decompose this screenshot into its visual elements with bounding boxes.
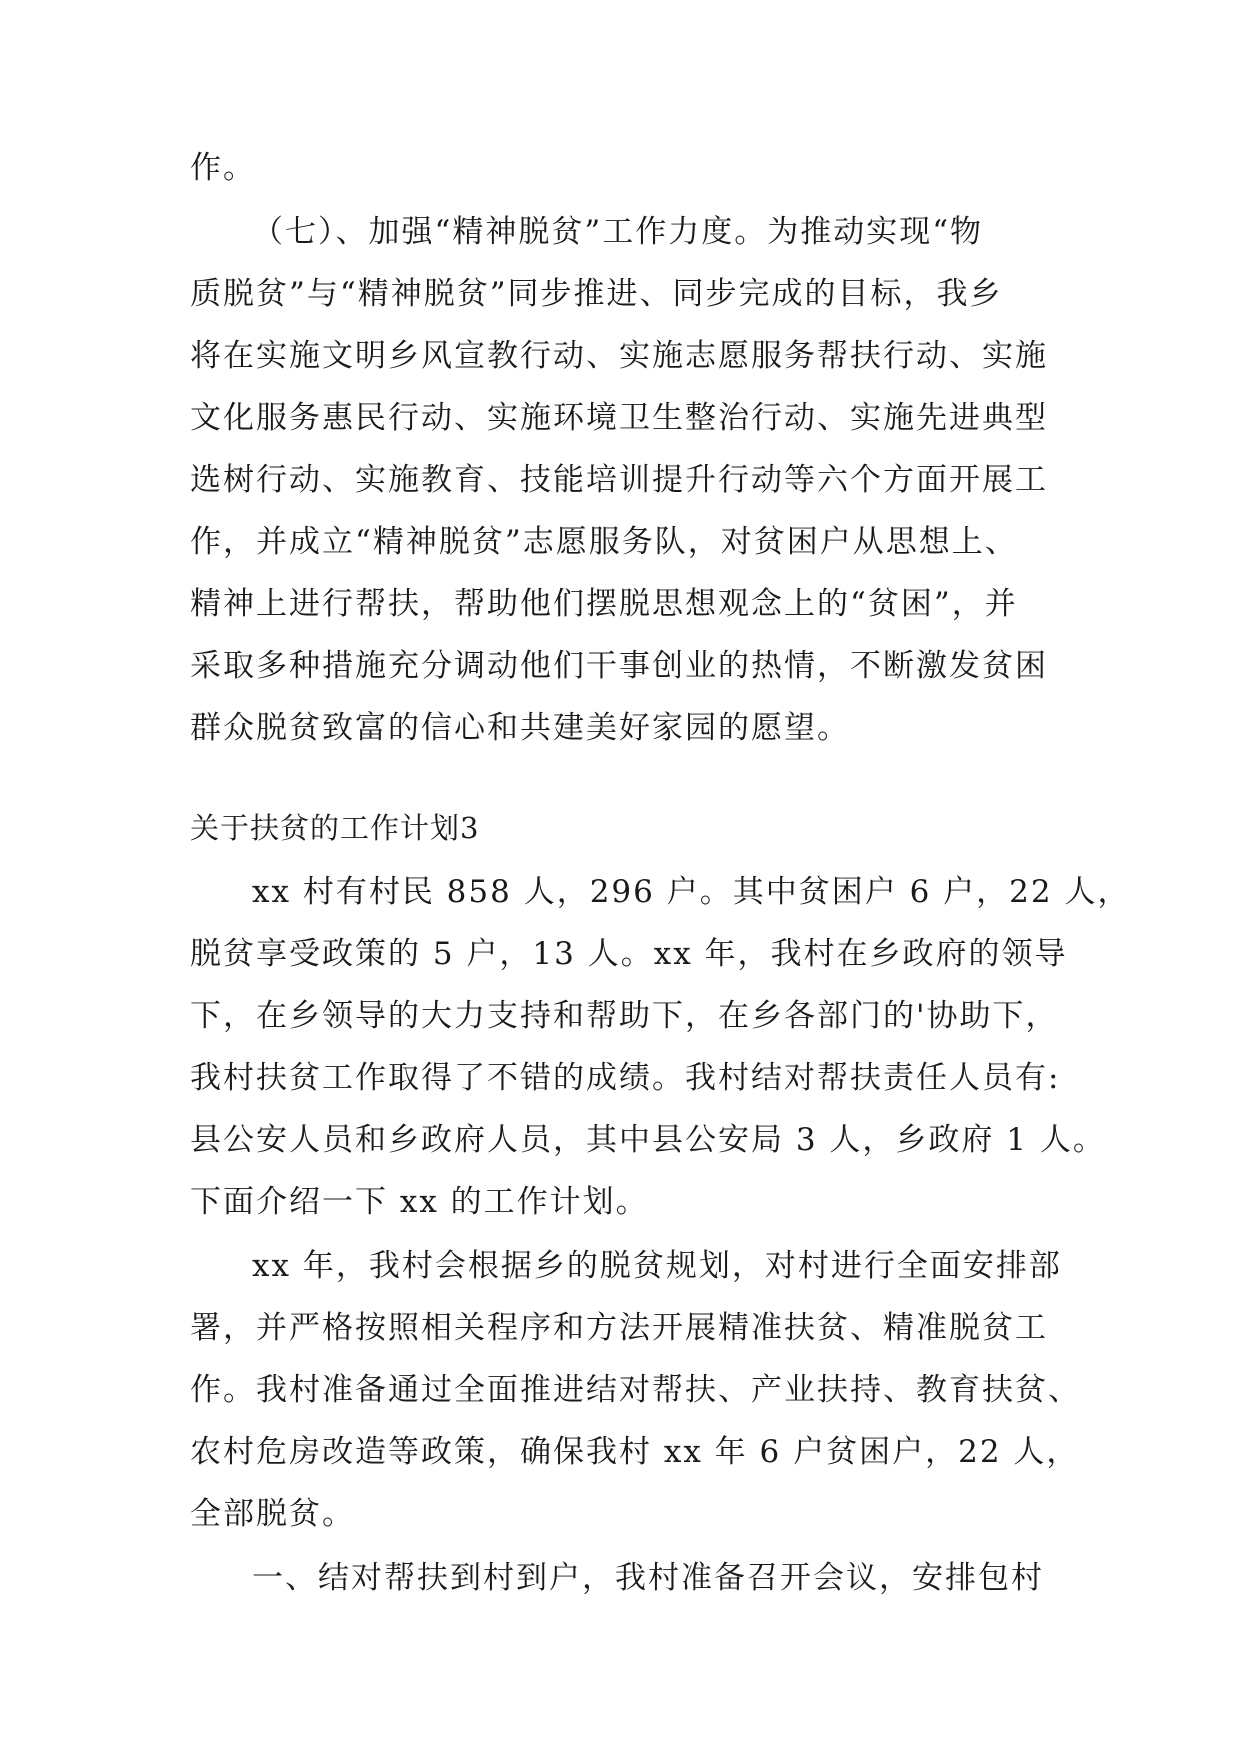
paragraph-line: xx 年，我村会根据乡的脱贫规划，对村进行全面安排部 (252, 1248, 1062, 1284)
paragraph-line: 选树行动、实施教育、技能培训提升行动等六个方面开展工 (190, 462, 1048, 498)
paragraph-line: 农村危房改造等政策，确保我村 xx 年 6 户贫困户，22 人， (190, 1434, 1080, 1470)
paragraph-line: 一、结对帮扶到村到户，我村准备召开会议，安排包村 (252, 1560, 1044, 1596)
paragraph-line: 将在实施文明乡风宣教行动、实施志愿服务帮扶行动、实施 (190, 338, 1048, 374)
paragraph-line: 我村扶贫工作取得了不错的成绩。我村结对帮扶责任人员有: (190, 1060, 1061, 1096)
paragraph-line: 全部脱贫。 (190, 1496, 355, 1532)
paragraph-line: 署，并严格按照相关程序和方法开展精准扶贫、精准脱贫工 (190, 1310, 1048, 1346)
paragraph-line: 作。我村准备通过全面推进结对帮扶、产业扶持、教育扶贫、 (190, 1372, 1081, 1408)
paragraph-line: 下，在乡领导的大力支持和帮助下，在乡各部门的'协助下， (190, 998, 1059, 1034)
paragraph-line: xx 村有村民 858 人，296 户。其中贫困户 6 户，22 人， (252, 874, 1131, 910)
paragraph-line: 采取多种措施充分调动他们干事创业的热情，不断激发贫困 (190, 648, 1048, 684)
paragraph-line: 精神上进行帮扶，帮助他们摆脱思想观念上的“贫困”，并 (190, 586, 1018, 622)
paragraph-line: 文化服务惠民行动、实施环境卫生整治行动、实施先进典型 (190, 400, 1048, 436)
paragraph-line: 作。 (190, 150, 256, 186)
paragraph-line: 县公安人员和乡政府人员，其中县公安局 3 人，乡政府 1 人。 (190, 1122, 1106, 1158)
paragraph-line: 脱贫享受政策的 5 户，13 人。xx 年，我村在乡政府的领导 (190, 936, 1068, 972)
paragraph-line: 质脱贫”与“精神脱贫”同步推进、同步完成的目标，我乡 (190, 276, 1003, 312)
paragraph-line: 下面介绍一下 xx 的工作计划。 (190, 1184, 649, 1220)
paragraph-line: 作，并成立“精神脱贫”志愿服务队，对贫困户从思想上、 (190, 524, 1018, 560)
section-heading: 关于扶贫的工作计划3 (190, 811, 480, 845)
paragraph-line: 群众脱贫致富的信心和共建美好家园的愿望。 (190, 710, 850, 746)
paragraph-line: （七）、加强“精神脱贫”工作力度。为推动实现“物 (252, 214, 984, 250)
